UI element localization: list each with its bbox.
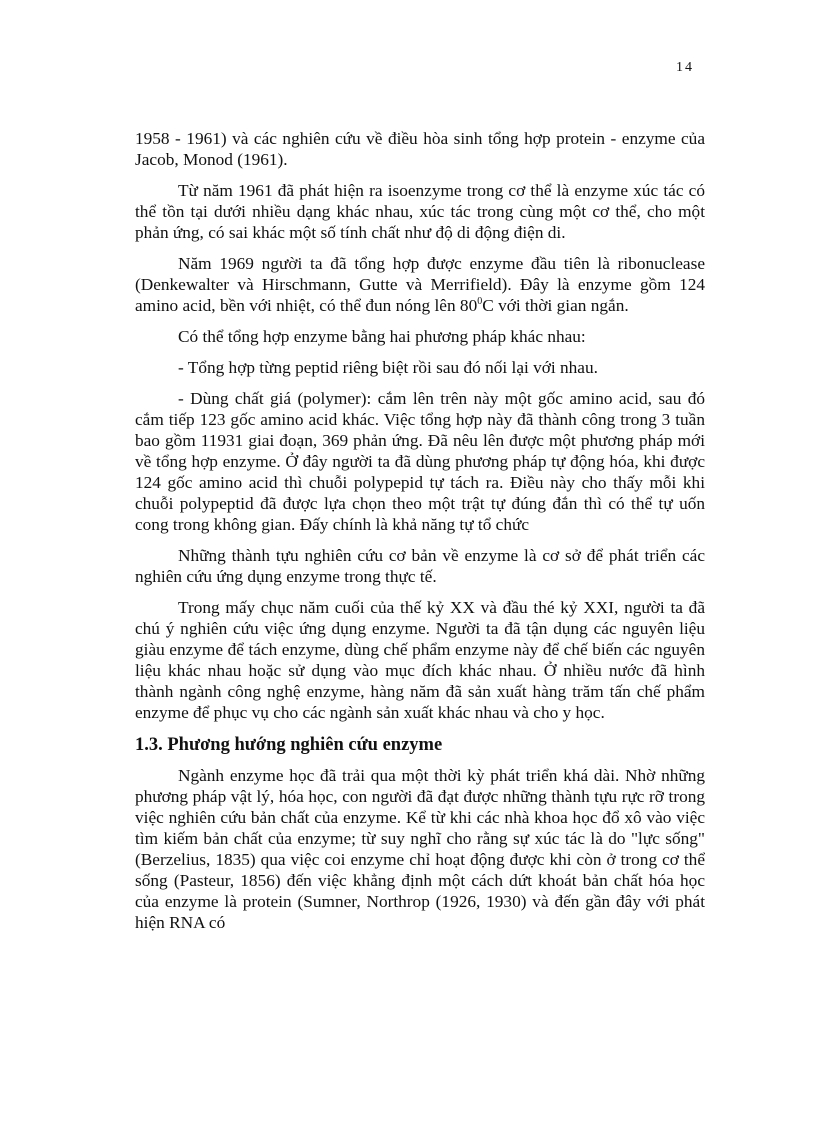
degree-superscript: 0	[477, 296, 483, 308]
paragraph-applications: Trong mấy chục năm cuối của thế kỷ XX và đầu thé kỷ XXI, người ta đã chú ý nghiên cứu việc ứng dụng enzyme. Người ta đã tận dụng các nguyên liệu giàu enzyme để tách enzyme, dùng chế phẩm enzyme này để chế biến các nguyên liệu khác nhau hoặc sử dụng vào mục đích khác nhau. Ở nhiều nước đã hình thành ngành công nghệ enzyme, hàng năm đã sản xuất hàng trăm tấn chế phẩm enzyme để phục vụ cho các ngành sản xuất khác nhau và cho y học.	[135, 598, 705, 722]
list-item-peptide: - Tổng hợp từng peptid riêng biệt rồi sau đó nối lại với nhau.	[178, 358, 598, 377]
paragraph-achievements: Những thành tựu nghiên cứu cơ bản về enzyme là cơ sở để phát triển các nghiên cứu ứng dụng enzyme trong thực tế.	[135, 546, 705, 586]
ribonuclease-text: Năm 1969 người ta đã tổng hợp được enzyme đầu tiên là ribonuclease (Denkewalter và Hirschmann, Gutte và Merrifield). Đây là enzyme gồm 124 amino acid, bền với nhiệt, có thể đun nóng lên 80	[135, 254, 705, 315]
paragraph-ribonuclease	[135, 253, 705, 316]
ribonuclease-text-end: C với thời gian ngắn.	[482, 296, 629, 315]
page-number: 14	[676, 60, 694, 75]
paragraph-enzymology: Ngành enzyme học đã trải qua một thời kỳ phát triển khá dài. Nhờ những phương pháp vật lý, hóa học, con người đã đạt được những thành tựu rực rỡ trong việc nghiên cứu bản chất của enzyme. Kể từ khi các nhà khoa học đổ xô vào việc tìm kiếm bản chất của enzyme; từ suy nghĩ cho rằng sự xúc tác là do "lực sống" (Berzelius, 1835) qua việc coi enzyme chỉ hoạt động được khi còn ở trong cơ thể sống (Pasteur, 1856) đến việc khẳng định một cách dứt khoát bản chất hóa học của enzyme là protein (Sumner, Northrop (1926, 1930) và đến gần đây với phát hiện RNA có	[135, 766, 705, 932]
paragraph-isoenzyme: Từ năm 1961 đã phát hiện ra isoenzyme trong cơ thể là enzyme xúc tác có thể tồn tại dưới nhiều dạng khác nhau, xúc tác trong cùng một cơ thể, cho một phản ứng, có sai khác một số tính chất như độ di động điện di.	[135, 181, 705, 242]
list-item-polymer: - Dùng chất giá (polymer): cắm lên trên này một gốc amino acid, sau đó cắm tiếp 123 gốc amino acid khác. Việc tổng hợp này đã thành công trong 3 tuần bao gồm 11931 giai đoạn, 369 phản ứng. Đã nêu lên được một phương pháp mới về tổng hợp enzyme. Ở đây người ta đã dùng phương pháp tự động hóa, khi được 124 gốc amino acid thì chuỗi polypepid tự tách ra. Điều này cho thấy mỗi khi chuỗi polypeptid đã được lựa chọn theo một trật tự đúng đắn thì có thể tự uốn cong trong không gian. Đấy chính là khả năng tự tổ chức	[135, 389, 705, 534]
document-body	[135, 128, 705, 943]
paragraph-methods-intro: Có thể tổng hợp enzyme bằng hai phương pháp khác nhau:	[178, 327, 586, 346]
paragraph-continued: 1958 - 1961) và các nghiên cứu về điều hòa sinh tổng hợp protein - enzyme của Jacob, Monod (1961).	[135, 129, 705, 169]
section-heading: 1.3. Phương hướng nghiên cứu enzyme	[135, 735, 443, 755]
